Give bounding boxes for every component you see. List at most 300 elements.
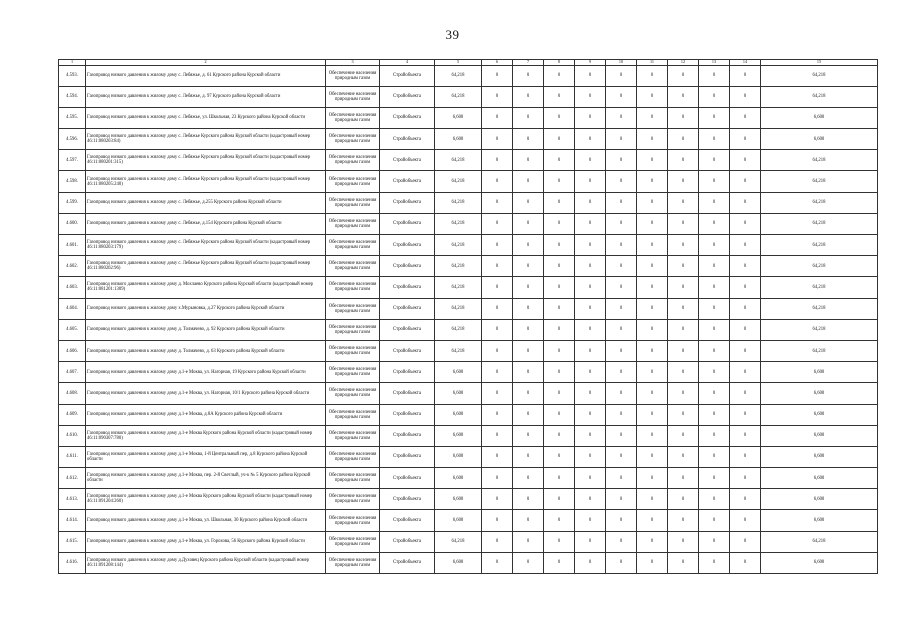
value-cell: 0	[637, 65, 668, 86]
value-cell: 0	[482, 213, 513, 234]
value-cell: 0	[668, 277, 699, 298]
purpose-cell: Обеспечение населения природным газом	[326, 192, 380, 213]
table-row	[59, 192, 878, 213]
total-value-cell: 64,218	[761, 319, 878, 340]
value-cell: 6,600	[435, 129, 482, 150]
purpose-cell: Обеспечение населения природным газом	[326, 531, 380, 552]
value-cell: 0	[606, 86, 637, 107]
purpose-cell: Обеспечение населения природным газом	[326, 65, 380, 86]
row-number-cell: 4.612.	[59, 468, 86, 489]
value-cell: 0	[575, 531, 606, 552]
total-value-cell: 6,600	[761, 383, 878, 404]
column-number-cell: 13	[699, 60, 730, 66]
value-cell: 0	[668, 446, 699, 467]
table-row	[59, 319, 878, 340]
value-cell: 0	[482, 489, 513, 510]
value-cell: 0	[668, 489, 699, 510]
value-cell: 6,600	[435, 510, 482, 531]
table-row	[59, 425, 878, 446]
value-cell: 0	[513, 531, 544, 552]
value-cell: 0	[606, 171, 637, 192]
table-row	[59, 171, 878, 192]
value-cell: 0	[699, 107, 730, 128]
value-cell: 0	[575, 383, 606, 404]
purpose-cell: Обеспечение населения природным газом	[326, 362, 380, 383]
value-cell: 0	[730, 319, 761, 340]
value-cell: 6,600	[435, 552, 482, 573]
table-row	[59, 235, 878, 256]
total-value-cell: 6,600	[761, 446, 878, 467]
status-cell: Стройобъекта	[380, 319, 435, 340]
value-cell: 0	[513, 468, 544, 489]
value-cell: 0	[482, 404, 513, 425]
value-cell: 0	[637, 256, 668, 277]
value-cell: 0	[513, 489, 544, 510]
value-cell: 0	[606, 298, 637, 319]
status-cell: Стройобъекта	[380, 468, 435, 489]
value-cell: 0	[637, 319, 668, 340]
object-name-cell: Газопровод низкого давления к жилому дому с. Лебяжье Курского района Курской области (кадастровый номер 46:11:080203:179)	[86, 235, 326, 256]
status-cell: Стройобъекта	[380, 425, 435, 446]
value-cell: 0	[668, 107, 699, 128]
value-cell: 0	[482, 468, 513, 489]
value-cell: 0	[544, 65, 575, 86]
status-cell: Стройобъекта	[380, 150, 435, 171]
value-cell: 0	[575, 446, 606, 467]
value-cell: 0	[637, 340, 668, 361]
value-cell: 0	[482, 171, 513, 192]
value-cell: 6,600	[435, 446, 482, 467]
value-cell: 64,218	[435, 65, 482, 86]
value-cell: 0	[513, 129, 544, 150]
value-cell: 0	[730, 235, 761, 256]
value-cell: 0	[637, 404, 668, 425]
value-cell: 0	[730, 65, 761, 86]
value-cell: 0	[482, 192, 513, 213]
value-cell: 0	[482, 362, 513, 383]
value-cell: 6,600	[435, 362, 482, 383]
value-cell: 0	[637, 298, 668, 319]
purpose-cell: Обеспечение населения природным газом	[326, 277, 380, 298]
value-cell: 0	[730, 213, 761, 234]
value-cell: 0	[575, 319, 606, 340]
value-cell: 6,600	[435, 425, 482, 446]
value-cell: 0	[699, 150, 730, 171]
value-cell: 0	[482, 150, 513, 171]
purpose-cell: Обеспечение населения природным газом	[326, 404, 380, 425]
column-number-cell: 1	[59, 60, 86, 66]
status-cell: Стройобъекта	[380, 298, 435, 319]
value-cell: 0	[668, 510, 699, 531]
value-cell: 0	[730, 129, 761, 150]
value-cell: 0	[668, 340, 699, 361]
row-number-cell: 4.615.	[59, 531, 86, 552]
value-cell: 6,600	[435, 489, 482, 510]
value-cell: 0	[482, 531, 513, 552]
value-cell: 0	[544, 531, 575, 552]
value-cell: 0	[730, 150, 761, 171]
object-name-cell: Газопровод низкого давления к жилому дому с. Лебяжье Курского района Курской области (кадастровый номер 46:11:080203:84)	[86, 129, 326, 150]
value-cell: 0	[606, 489, 637, 510]
object-name-cell: Газопровод низкого давления к жилому дому д.Духовец Курского района Курской области (кадастровый номер 46:11:091208:144)	[86, 552, 326, 573]
value-cell: 0	[637, 129, 668, 150]
value-cell: 64,218	[435, 192, 482, 213]
value-cell: 0	[699, 213, 730, 234]
value-cell: 0	[699, 446, 730, 467]
value-cell: 64,218	[435, 531, 482, 552]
value-cell: 0	[699, 129, 730, 150]
value-cell: 0	[699, 362, 730, 383]
value-cell: 64,218	[435, 86, 482, 107]
value-cell: 0	[606, 468, 637, 489]
value-cell: 0	[668, 171, 699, 192]
value-cell: 0	[482, 65, 513, 86]
value-cell: 0	[544, 319, 575, 340]
value-cell: 0	[730, 552, 761, 573]
value-cell: 0	[482, 86, 513, 107]
value-cell: 0	[606, 107, 637, 128]
purpose-cell: Обеспечение населения природным газом	[326, 107, 380, 128]
value-cell: 0	[575, 468, 606, 489]
value-cell: 0	[699, 192, 730, 213]
value-cell: 0	[637, 531, 668, 552]
value-cell: 0	[575, 489, 606, 510]
value-cell: 0	[575, 86, 606, 107]
value-cell: 0	[513, 256, 544, 277]
value-cell: 0	[699, 277, 730, 298]
status-cell: Стройобъекта	[380, 531, 435, 552]
column-number-cell: 3	[326, 60, 380, 66]
status-cell: Стройобъекта	[380, 256, 435, 277]
value-cell: 0	[482, 298, 513, 319]
row-number-cell: 4.600.	[59, 213, 86, 234]
value-cell: 0	[482, 340, 513, 361]
purpose-cell: Обеспечение населения природным газом	[326, 425, 380, 446]
value-cell: 0	[637, 107, 668, 128]
value-cell: 0	[513, 235, 544, 256]
value-cell: 0	[668, 256, 699, 277]
value-cell: 0	[730, 171, 761, 192]
value-cell: 0	[730, 340, 761, 361]
value-cell: 0	[544, 235, 575, 256]
total-value-cell: 6,600	[761, 468, 878, 489]
value-cell: 0	[513, 213, 544, 234]
value-cell: 0	[637, 468, 668, 489]
value-cell: 0	[482, 107, 513, 128]
value-cell: 0	[575, 65, 606, 86]
value-cell: 0	[482, 235, 513, 256]
status-cell: Стройобъекта	[380, 129, 435, 150]
table-row	[59, 129, 878, 150]
value-cell: 0	[730, 383, 761, 404]
data-table	[58, 59, 878, 574]
row-number-cell: 4.602.	[59, 256, 86, 277]
status-cell: Стройобъекта	[380, 510, 435, 531]
value-cell: 0	[637, 192, 668, 213]
value-cell: 0	[606, 277, 637, 298]
value-cell: 6,600	[435, 107, 482, 128]
value-cell: 0	[606, 65, 637, 86]
object-name-cell: Газопровод низкого давления к жилому дому д.1-е Моква Курского района Курской области (кадастровый номер 46:11:091204:260)	[86, 489, 326, 510]
total-value-cell: 6,600	[761, 107, 878, 128]
value-cell: 0	[544, 383, 575, 404]
value-cell: 0	[544, 510, 575, 531]
object-name-cell: Газопровод низкого давления к жилому дому д.1-е Моква, ул. Нагорная, 10/1 Курского района Курской области	[86, 383, 326, 404]
total-value-cell: 6,600	[761, 489, 878, 510]
value-cell: 0	[699, 65, 730, 86]
value-cell: 0	[668, 425, 699, 446]
object-name-cell: Газопровод низкого давления к жилому дому х.Мурыновка, д.27 Курского района Курской области	[86, 298, 326, 319]
value-cell: 0	[575, 171, 606, 192]
value-cell: 0	[544, 425, 575, 446]
value-cell: 0	[637, 425, 668, 446]
value-cell: 0	[544, 552, 575, 573]
value-cell: 0	[544, 129, 575, 150]
value-cell: 64,218	[435, 256, 482, 277]
table-row	[59, 150, 878, 171]
value-cell: 0	[513, 404, 544, 425]
status-cell: Стройобъекта	[380, 446, 435, 467]
value-cell: 0	[637, 510, 668, 531]
column-number-cell: 12	[668, 60, 699, 66]
status-cell: Стройобъекта	[380, 192, 435, 213]
purpose-cell: Обеспечение населения природным газом	[326, 171, 380, 192]
row-number-cell: 4.606.	[59, 340, 86, 361]
row-number-cell: 4.603.	[59, 277, 86, 298]
row-number-cell: 4.593.	[59, 65, 86, 86]
value-cell: 0	[668, 362, 699, 383]
row-number-cell: 4.609.	[59, 404, 86, 425]
value-cell: 0	[482, 446, 513, 467]
value-cell: 0	[544, 107, 575, 128]
value-cell: 0	[544, 468, 575, 489]
value-cell: 0	[575, 425, 606, 446]
object-name-cell: Газопровод низкого давления к жилому дому с. Лебяжье Курского района Курской области (кадастровый номер 46:11:080205:240)	[86, 171, 326, 192]
column-number-cell: 4	[380, 60, 435, 66]
purpose-cell: Обеспечение населения природным газом	[326, 129, 380, 150]
table-row	[59, 277, 878, 298]
value-cell: 0	[606, 446, 637, 467]
object-name-cell: Газопровод низкого давления к жилому дому с. Лебяжье Курского района Курской области (кадастровый номер 46:11:080202:96)	[86, 256, 326, 277]
value-cell: 0	[606, 425, 637, 446]
total-value-cell: 64,218	[761, 235, 878, 256]
column-number-cell: 14	[730, 60, 761, 66]
purpose-cell: Обеспечение населения природным газом	[326, 298, 380, 319]
row-number-cell: 4.594.	[59, 86, 86, 107]
table-row	[59, 107, 878, 128]
value-cell: 0	[575, 235, 606, 256]
value-cell: 0	[606, 192, 637, 213]
value-cell: 0	[730, 468, 761, 489]
value-cell: 0	[606, 213, 637, 234]
table-row	[59, 213, 878, 234]
value-cell: 0	[513, 171, 544, 192]
table-row	[59, 65, 878, 86]
value-cell: 0	[730, 489, 761, 510]
object-name-cell: Газопровод низкого давления к жилому дому д.1-е Моква, ул. Нагорная, 19 Курского района Курской области	[86, 362, 326, 383]
object-name-cell: Газопровод низкого давления к жилому дому с. Лебяжье Курского района Курской области (кадастровый номер 46:11:080201:315)	[86, 150, 326, 171]
value-cell: 0	[513, 298, 544, 319]
value-cell: 64,218	[435, 235, 482, 256]
value-cell: 0	[544, 446, 575, 467]
value-cell: 0	[699, 256, 730, 277]
value-cell: 0	[544, 213, 575, 234]
total-value-cell: 6,600	[761, 404, 878, 425]
value-cell: 0	[575, 510, 606, 531]
value-cell: 0	[668, 129, 699, 150]
object-name-cell: Газопровод низкого давления к жилому дому д.1-е Моква, пер. 2-й Светлый, уч-к № 5 Курского района Курской области	[86, 468, 326, 489]
value-cell: 0	[637, 150, 668, 171]
status-cell: Стройобъекта	[380, 489, 435, 510]
object-name-cell: Газопровод низкого давления к жилому дому д.1-е Моква, 1-й Центральный пер, д.8 Курского района Курской области	[86, 446, 326, 467]
table-row	[59, 404, 878, 425]
total-value-cell: 64,218	[761, 192, 878, 213]
status-cell: Стройобъекта	[380, 86, 435, 107]
status-cell: Стройобъекта	[380, 213, 435, 234]
column-number-cell: 7	[513, 60, 544, 66]
value-cell: 0	[513, 552, 544, 573]
column-number-cell: 8	[544, 60, 575, 66]
value-cell: 0	[606, 531, 637, 552]
row-number-cell: 4.611.	[59, 446, 86, 467]
value-cell: 0	[575, 362, 606, 383]
status-cell: Стройобъекта	[380, 65, 435, 86]
value-cell: 0	[544, 340, 575, 361]
value-cell: 64,218	[435, 319, 482, 340]
row-number-cell: 4.601.	[59, 235, 86, 256]
value-cell: 0	[575, 150, 606, 171]
table-row	[59, 256, 878, 277]
object-name-cell: Газопровод низкого давления к жилому дому с. Лебяжье, д. 97 Курского района Курской области	[86, 86, 326, 107]
value-cell: 0	[637, 383, 668, 404]
total-value-cell: 64,218	[761, 171, 878, 192]
value-cell: 0	[575, 213, 606, 234]
object-name-cell: Газопровод низкого давления к жилому дому с. Лебяжье, ул. Школьная, 23 Курского района Курской области	[86, 107, 326, 128]
value-cell: 0	[668, 235, 699, 256]
value-cell: 0	[699, 489, 730, 510]
row-number-cell: 4.610.	[59, 425, 86, 446]
total-value-cell: 6,600	[761, 510, 878, 531]
page-number: 39	[445, 27, 460, 42]
value-cell: 0	[730, 362, 761, 383]
status-cell: Стройобъекта	[380, 171, 435, 192]
table-row	[59, 531, 878, 552]
column-number-cell: 6	[482, 60, 513, 66]
value-cell: 0	[513, 107, 544, 128]
value-cell: 64,218	[435, 171, 482, 192]
value-cell: 0	[668, 150, 699, 171]
table-row	[59, 489, 878, 510]
value-cell: 0	[606, 510, 637, 531]
value-cell: 0	[606, 150, 637, 171]
value-cell: 0	[575, 107, 606, 128]
row-number-cell: 4.599.	[59, 192, 86, 213]
table-row	[59, 510, 878, 531]
value-cell: 0	[699, 340, 730, 361]
value-cell: 0	[668, 531, 699, 552]
value-cell: 0	[513, 192, 544, 213]
column-number-cell: 5	[435, 60, 482, 66]
total-value-cell: 64,218	[761, 65, 878, 86]
total-value-cell: 64,218	[761, 256, 878, 277]
table-row	[59, 383, 878, 404]
table-row	[59, 552, 878, 573]
value-cell: 0	[482, 256, 513, 277]
total-value-cell: 64,218	[761, 531, 878, 552]
value-cell: 0	[637, 362, 668, 383]
row-number-cell: 4.605.	[59, 319, 86, 340]
value-cell: 0	[668, 383, 699, 404]
value-cell: 0	[544, 362, 575, 383]
value-cell: 0	[606, 129, 637, 150]
status-cell: Стройобъекта	[380, 277, 435, 298]
value-cell: 0	[544, 171, 575, 192]
row-number-cell: 4.613.	[59, 489, 86, 510]
value-cell: 0	[513, 150, 544, 171]
value-cell: 0	[699, 531, 730, 552]
value-cell: 0	[699, 510, 730, 531]
table-row	[59, 340, 878, 361]
value-cell: 0	[699, 298, 730, 319]
total-value-cell: 64,218	[761, 277, 878, 298]
purpose-cell: Обеспечение населения природным газом	[326, 235, 380, 256]
status-cell: Стройобъекта	[380, 362, 435, 383]
value-cell: 6,600	[435, 468, 482, 489]
row-number-cell: 4.595.	[59, 107, 86, 128]
value-cell: 0	[699, 171, 730, 192]
value-cell: 0	[513, 446, 544, 467]
value-cell: 0	[730, 425, 761, 446]
value-cell: 0	[606, 256, 637, 277]
value-cell: 0	[668, 213, 699, 234]
value-cell: 0	[513, 425, 544, 446]
value-cell: 0	[668, 319, 699, 340]
value-cell: 0	[575, 340, 606, 361]
value-cell: 0	[668, 552, 699, 573]
value-cell: 0	[637, 213, 668, 234]
value-cell: 0	[606, 404, 637, 425]
value-cell: 64,218	[435, 213, 482, 234]
object-name-cell: Газопровод низкого давления к жилому дому д.1-е Моква, ул. Школьная, 30 Курского района Курской области	[86, 510, 326, 531]
purpose-cell: Обеспечение населения природным газом	[326, 510, 380, 531]
value-cell: 0	[699, 383, 730, 404]
table-row	[59, 86, 878, 107]
status-cell: Стройобъекта	[380, 552, 435, 573]
column-number-cell: 11	[637, 60, 668, 66]
value-cell: 0	[730, 277, 761, 298]
row-number-cell: 4.608.	[59, 383, 86, 404]
table-row	[59, 298, 878, 319]
value-cell: 64,218	[435, 277, 482, 298]
value-cell: 0	[575, 552, 606, 573]
value-cell: 0	[730, 256, 761, 277]
value-cell: 0	[575, 192, 606, 213]
value-cell: 0	[699, 86, 730, 107]
value-cell: 0	[637, 489, 668, 510]
value-cell: 0	[575, 277, 606, 298]
value-cell: 0	[730, 510, 761, 531]
object-name-cell: Газопровод низкого давления к жилому дому с. Лебяжье, д.255 Курского района Курской области	[86, 192, 326, 213]
object-name-cell: Газопровод низкого давления к жилому дому д.1-е Моква, ул. Горохова, 56 Курского района Курской области	[86, 531, 326, 552]
value-cell: 64,218	[435, 298, 482, 319]
total-value-cell: 64,218	[761, 150, 878, 171]
value-cell: 0	[637, 235, 668, 256]
value-cell: 0	[544, 404, 575, 425]
value-cell: 0	[699, 468, 730, 489]
total-value-cell: 64,218	[761, 213, 878, 234]
object-name-cell: Газопровод низкого давления к жилому дому с. Лебяжье, д.154 Курского района Курской области	[86, 213, 326, 234]
value-cell: 0	[730, 86, 761, 107]
